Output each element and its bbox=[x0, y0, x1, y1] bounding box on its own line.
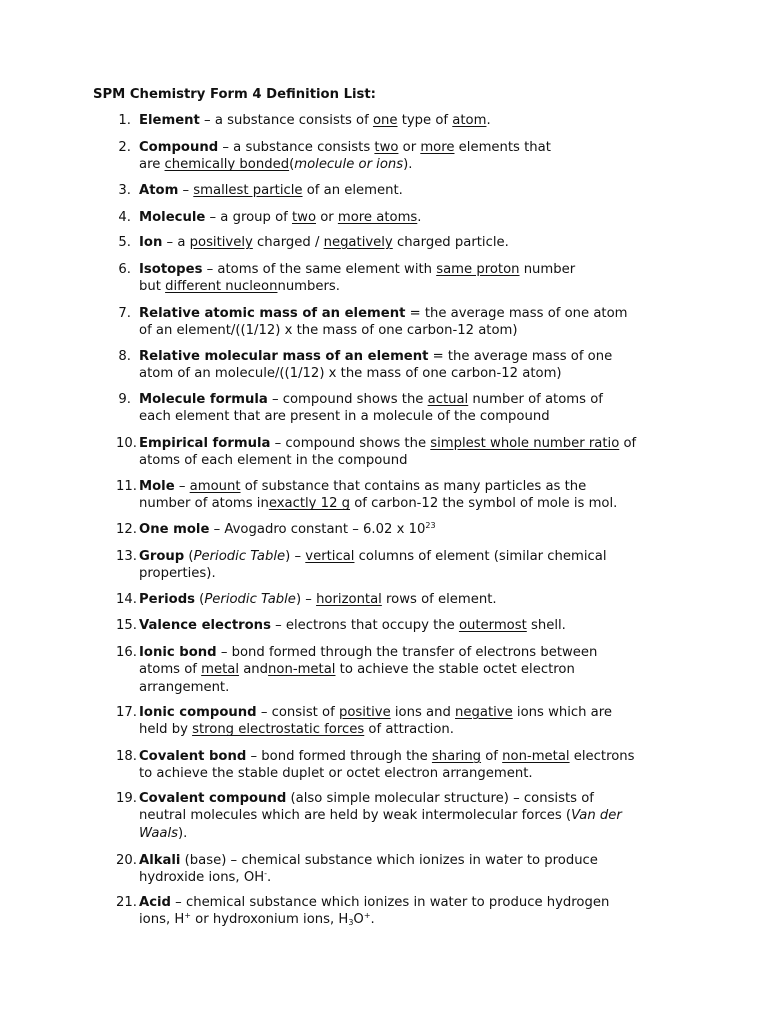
text-run: O bbox=[353, 912, 364, 928]
item-number: 14. bbox=[116, 592, 137, 607]
text-run: ( bbox=[184, 549, 194, 564]
text-run: Van der bbox=[571, 808, 622, 824]
definition-line bbox=[139, 278, 684, 295]
text-run: = the average mass of one atom bbox=[405, 306, 628, 321]
text-run: shell. bbox=[526, 618, 566, 633]
definition-line bbox=[139, 852, 684, 869]
term-label: Molecule bbox=[139, 210, 206, 225]
text-run: rows of element. bbox=[381, 592, 497, 607]
text-run: Waals bbox=[139, 825, 179, 841]
text-run: each element that are present in a molecule of the compound bbox=[139, 409, 550, 425]
definition-line bbox=[139, 591, 684, 608]
item-number: 1. bbox=[118, 113, 131, 128]
text-run: number of atoms in bbox=[139, 496, 269, 512]
definition-line bbox=[139, 825, 684, 842]
text-run: molecule or ions bbox=[294, 157, 404, 173]
text-run: elements that bbox=[454, 140, 551, 155]
text-run: or bbox=[316, 210, 338, 225]
text-run: of bbox=[619, 436, 637, 451]
term-label: Group bbox=[139, 549, 185, 564]
term-label: Acid bbox=[139, 895, 171, 910]
term-label: Valence electrons bbox=[139, 618, 271, 633]
definition-line bbox=[139, 748, 684, 765]
definition-line bbox=[139, 765, 684, 782]
key-phrase: negatively bbox=[323, 235, 393, 250]
definition-line bbox=[139, 679, 684, 696]
definition-text bbox=[139, 209, 684, 226]
key-phrase: negative bbox=[455, 705, 513, 720]
term-label: Periods bbox=[139, 592, 195, 607]
definition-line bbox=[139, 209, 684, 226]
definition-line bbox=[139, 435, 684, 452]
item-number: 16. bbox=[116, 645, 137, 660]
term-label: Covalent compound bbox=[139, 791, 287, 806]
term-label: Isotopes bbox=[139, 262, 203, 277]
text-run: electrons bbox=[569, 749, 635, 764]
definition-text bbox=[139, 182, 684, 199]
definition-text bbox=[139, 261, 684, 296]
item-number: 6. bbox=[118, 262, 131, 277]
item-number: 4. bbox=[118, 210, 131, 225]
text-run: atoms of bbox=[139, 662, 202, 678]
text-run: . bbox=[370, 912, 375, 928]
definition-text bbox=[139, 748, 684, 783]
definition-line bbox=[139, 478, 684, 495]
text-run: ). bbox=[403, 157, 413, 173]
key-phrase: non-metal bbox=[268, 662, 336, 678]
definition-line bbox=[139, 704, 684, 721]
term-label: Alkali bbox=[139, 853, 181, 868]
key-phrase: sharing bbox=[431, 749, 482, 764]
definition-line bbox=[139, 721, 684, 738]
definition-line bbox=[139, 617, 684, 634]
text-run: + bbox=[184, 911, 191, 921]
text-run: columns of element (similar chemical bbox=[354, 549, 607, 564]
text-run: – bond formed through the bbox=[246, 749, 432, 764]
term-label: Ionic bond bbox=[139, 645, 217, 660]
definition-line bbox=[139, 565, 684, 582]
key-phrase: actual bbox=[427, 392, 469, 407]
text-run: ions, H bbox=[139, 912, 185, 928]
text-run: number bbox=[519, 262, 576, 277]
text-run: of bbox=[481, 749, 503, 764]
definition-text bbox=[139, 391, 684, 426]
definition-text bbox=[139, 139, 684, 174]
text-run: are bbox=[139, 157, 165, 173]
text-run: of carbon-12 the symbol of mole is mol. bbox=[350, 496, 618, 512]
text-run: . bbox=[267, 870, 272, 886]
definition-line bbox=[139, 348, 684, 365]
text-run: – atoms of the same element with bbox=[202, 262, 437, 277]
definition-line bbox=[139, 869, 684, 886]
definition-line bbox=[139, 156, 684, 173]
text-run: ( bbox=[194, 592, 205, 607]
definition-line bbox=[139, 139, 684, 156]
text-run: – chemical substance which ionizes in water to produce hydrogen bbox=[170, 895, 610, 910]
key-phrase: chemically bonded bbox=[164, 157, 290, 173]
key-phrase: atom bbox=[452, 113, 487, 128]
text-run: ( bbox=[289, 157, 295, 173]
text-run: - bbox=[264, 869, 268, 879]
definition-line bbox=[139, 644, 684, 661]
definition-line bbox=[139, 305, 684, 322]
key-phrase: amount bbox=[189, 479, 241, 494]
item-number: 8. bbox=[118, 349, 131, 364]
text-run: . bbox=[417, 210, 422, 225]
text-run: – electrons that occupy the bbox=[270, 618, 459, 633]
text-run: and bbox=[239, 662, 269, 678]
key-phrase: same proton bbox=[436, 262, 520, 277]
text-run: atoms of each element in the compound bbox=[139, 453, 408, 469]
definition-line bbox=[139, 261, 684, 278]
text-run: of substance that contains as many particles as the bbox=[240, 479, 587, 494]
term-label: Ion bbox=[139, 235, 163, 250]
text-run: = the average mass of one bbox=[428, 349, 613, 364]
text-run: . bbox=[486, 113, 491, 128]
definition-line bbox=[139, 807, 684, 824]
text-run: type of bbox=[397, 113, 453, 128]
definition-line bbox=[139, 234, 684, 251]
text-run: Periodic Table bbox=[204, 592, 296, 607]
definition-text bbox=[139, 305, 684, 340]
term-label: Relative molecular mass of an element bbox=[139, 349, 429, 364]
key-phrase: positive bbox=[338, 705, 391, 720]
key-phrase: simplest whole number ratio bbox=[430, 436, 620, 451]
document-title: SPM Chemistry Form 4 Definition List: bbox=[93, 87, 376, 102]
text-run: – Avogadro constant – 6.02 x 10 bbox=[209, 522, 426, 537]
key-phrase: strong electrostatic forces bbox=[192, 722, 365, 738]
definition-text bbox=[139, 112, 684, 129]
key-phrase: one bbox=[372, 113, 398, 128]
definition-text bbox=[139, 852, 684, 887]
text-run: number of atoms of bbox=[468, 392, 603, 407]
term-label: Empirical formula bbox=[139, 436, 271, 451]
text-run: hydroxide ions, OH bbox=[139, 870, 265, 886]
text-run: of an element/((1/12) x the mass of one carbon-12 atom) bbox=[139, 323, 518, 339]
text-run: ions which are bbox=[512, 705, 613, 720]
item-number: 7. bbox=[118, 306, 131, 321]
key-phrase: two bbox=[291, 210, 317, 225]
definition-text bbox=[139, 894, 684, 929]
text-run: – a substance consists of bbox=[199, 113, 373, 128]
definition-text bbox=[139, 435, 684, 470]
text-run: – bond formed through the transfer of electrons between bbox=[216, 645, 598, 660]
text-run: 3 bbox=[348, 918, 354, 928]
text-run: – a substance consists bbox=[218, 140, 375, 155]
key-phrase: metal bbox=[201, 662, 240, 678]
text-run: or hydroxonium ions, H bbox=[190, 912, 349, 928]
text-run: – a bbox=[162, 235, 190, 250]
key-phrase: positively bbox=[189, 235, 253, 250]
text-run: – consist of bbox=[256, 705, 339, 720]
definition-line bbox=[139, 182, 684, 199]
text-run: Periodic Table bbox=[193, 549, 286, 564]
term-label: Relative atomic mass of an element bbox=[139, 306, 406, 321]
definition-line bbox=[139, 661, 684, 678]
item-number: 10. bbox=[116, 436, 137, 451]
key-phrase: more atoms bbox=[337, 210, 418, 225]
text-run: properties). bbox=[139, 566, 216, 582]
term-label: Molecule formula bbox=[139, 392, 268, 407]
definition-text bbox=[139, 617, 684, 634]
text-run: – compound shows the bbox=[270, 436, 431, 451]
text-run: numbers. bbox=[277, 279, 340, 295]
text-run: – bbox=[174, 479, 190, 494]
text-run: (also simple molecular structure) – consists of bbox=[286, 791, 594, 806]
definition-text bbox=[139, 478, 684, 513]
definition-line bbox=[139, 112, 684, 129]
definition-text bbox=[139, 234, 684, 251]
text-run: of an element. bbox=[302, 183, 403, 198]
text-run: ) – bbox=[285, 549, 306, 564]
text-run: ) – bbox=[295, 592, 317, 607]
key-phrase: non-metal bbox=[502, 749, 570, 764]
item-number: 12. bbox=[116, 522, 137, 537]
definition-text bbox=[139, 348, 684, 383]
text-run: – a group of bbox=[205, 210, 292, 225]
text-run: but bbox=[139, 279, 166, 295]
text-run: – compound shows the bbox=[267, 392, 428, 407]
text-run: of attraction. bbox=[364, 722, 454, 738]
text-run: charged particle. bbox=[392, 235, 509, 250]
definition-line bbox=[139, 495, 684, 512]
item-number: 9. bbox=[118, 392, 131, 407]
definition-line bbox=[139, 790, 684, 807]
item-number: 3. bbox=[118, 183, 131, 198]
definition-line bbox=[139, 322, 684, 339]
text-run: arrangement. bbox=[139, 679, 230, 695]
text-run: or bbox=[398, 140, 421, 155]
term-label: Compound bbox=[139, 140, 219, 155]
term-label: Element bbox=[139, 113, 200, 128]
text-run: neutral molecules which are held by weak intermolecular forces ( bbox=[139, 808, 572, 824]
definition-line bbox=[139, 521, 684, 538]
item-number: 5. bbox=[118, 235, 131, 250]
item-number: 19. bbox=[116, 791, 137, 806]
item-number: 21. bbox=[116, 895, 137, 910]
term-label: Covalent bond bbox=[139, 749, 247, 764]
definition-line bbox=[139, 911, 684, 928]
definition-text bbox=[139, 704, 684, 739]
key-phrase: exactly 12 g bbox=[268, 496, 351, 512]
definition-text bbox=[139, 591, 684, 608]
item-number: 11. bbox=[116, 479, 137, 494]
text-run: 23 bbox=[425, 521, 436, 530]
term-label: Mole bbox=[139, 479, 175, 494]
text-run: – bbox=[178, 183, 194, 198]
definition-line bbox=[139, 365, 684, 382]
text-run: charged / bbox=[252, 235, 324, 250]
key-phrase: two bbox=[374, 140, 399, 155]
key-phrase: more bbox=[420, 140, 455, 155]
text-run: ions and bbox=[390, 705, 456, 720]
term-label: One mole bbox=[139, 522, 210, 537]
text-run: atom of an molecule/((1/12) x the mass of one carbon-12 atom) bbox=[139, 366, 562, 382]
key-phrase: horizontal bbox=[316, 592, 382, 607]
key-phrase: vertical bbox=[305, 549, 355, 564]
text-run: held by bbox=[139, 722, 193, 738]
definition-text bbox=[139, 548, 684, 583]
definition-line bbox=[139, 894, 684, 911]
key-phrase: outermost bbox=[458, 618, 527, 633]
definition-text bbox=[139, 644, 684, 696]
text-run: ). bbox=[178, 825, 188, 841]
definition-line bbox=[139, 408, 684, 425]
definition-text bbox=[139, 521, 684, 538]
key-phrase: different nucleon bbox=[165, 279, 278, 295]
definition-text bbox=[139, 790, 684, 842]
text-run: to achieve the stable duplet or octet electron arrangement. bbox=[139, 766, 533, 782]
item-number: 18. bbox=[116, 749, 137, 764]
definition-line bbox=[139, 452, 684, 469]
item-number: 20. bbox=[116, 853, 137, 868]
text-run: to achieve the stable octet electron bbox=[335, 662, 575, 678]
text-run: + bbox=[363, 911, 371, 921]
term-label: Atom bbox=[139, 183, 179, 198]
item-number: 2. bbox=[118, 140, 131, 155]
item-number: 17. bbox=[116, 705, 137, 720]
key-phrase: smallest particle bbox=[193, 183, 303, 198]
definition-line bbox=[139, 548, 684, 565]
term-label: Ionic compound bbox=[139, 705, 257, 720]
definition-line bbox=[139, 391, 684, 408]
text-run: (base) – chemical substance which ionizes in water to produce bbox=[180, 853, 598, 868]
item-number: 13. bbox=[116, 549, 137, 564]
item-number: 15. bbox=[116, 618, 137, 633]
